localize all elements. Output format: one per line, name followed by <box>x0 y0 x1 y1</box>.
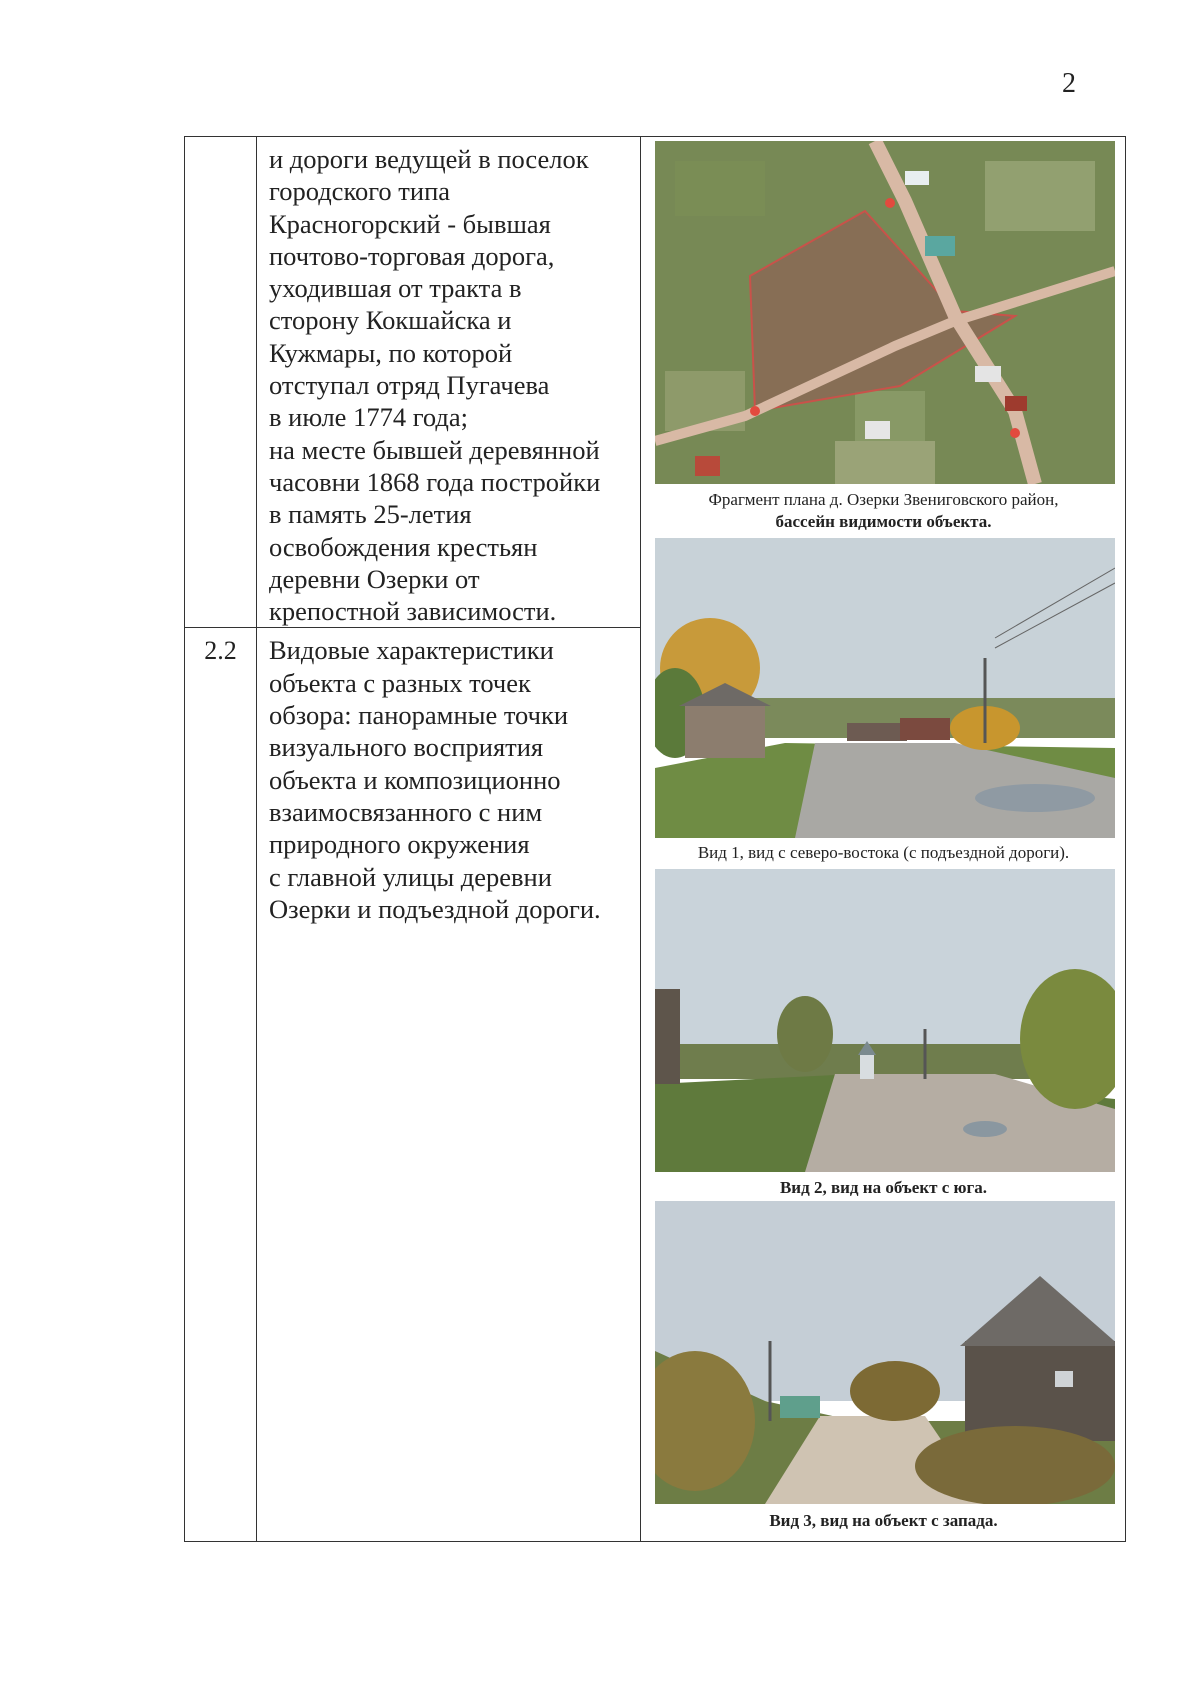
figure-caption <box>641 1177 1126 1199</box>
view-3-photo <box>655 1201 1115 1504</box>
view-1-photo <box>655 538 1115 838</box>
caption-line: бассейн видимости объекта. <box>775 512 992 531</box>
text-line: взаимосвязанного с ним <box>269 796 543 827</box>
text-line: сторону Кокшайска и <box>269 305 512 336</box>
figure-caption <box>641 1510 1126 1532</box>
text-line: с главной улицы деревни <box>269 861 552 892</box>
text-line: объекта с разных точек <box>269 667 531 698</box>
caption-line: Вид 2, вид на объект с юга. <box>779 1178 988 1197</box>
text-line: природного окружения <box>269 829 530 860</box>
text-line: Красногорский - бывшая <box>269 208 551 239</box>
text-line: Видовые характеристики <box>269 635 554 666</box>
row-description <box>257 137 641 628</box>
caption-line: Вид 1, вид с северо-востока (с подъездной дороги). <box>697 843 1070 862</box>
text-line: отступал отряд Пугачева <box>269 370 550 401</box>
text-line: объекта и композиционно <box>269 764 561 795</box>
row-number: 2.2 <box>185 628 257 1542</box>
text-line: деревни Озерки от <box>269 563 480 594</box>
page-number: 2 <box>1062 68 1076 99</box>
text-line: крепостной зависимости. <box>269 596 557 627</box>
text-line: часовни 1868 года постройки <box>269 466 601 497</box>
caption-line: Фрагмент плана д. Озерки Звениговского район, <box>708 490 1059 509</box>
text-line: визуального восприятия <box>269 732 544 763</box>
table-row <box>185 137 1126 628</box>
photo-column <box>641 137 1126 1542</box>
text-line: освобождения крестьян <box>269 531 538 562</box>
text-line: в июле 1774 года; <box>269 402 468 433</box>
text-line: в память 25-летия <box>269 499 472 530</box>
view-2-photo <box>655 869 1115 1172</box>
row-number <box>185 137 257 628</box>
figure-caption <box>641 842 1126 864</box>
aerial-plan-image <box>655 141 1115 484</box>
figure-caption <box>641 489 1126 533</box>
text-line: уходившая от тракта в <box>269 273 522 304</box>
text-line: городского типа <box>269 176 451 207</box>
caption-line: Вид 3, вид на объект с запада. <box>769 1511 998 1530</box>
text-line: обзора: панорамные точки <box>269 700 569 731</box>
text-line: почтово-торговая дорога, <box>269 240 555 271</box>
text-line: Озерки и подъездной дороги. <box>269 893 601 924</box>
text-line: на месте бывшей деревянной <box>269 434 600 465</box>
text-line: и дороги ведущей в поселок <box>269 144 589 174</box>
characteristics-table <box>184 136 1126 1542</box>
row-description <box>257 628 641 1542</box>
text-line: Кужмары, по которой <box>269 337 513 368</box>
